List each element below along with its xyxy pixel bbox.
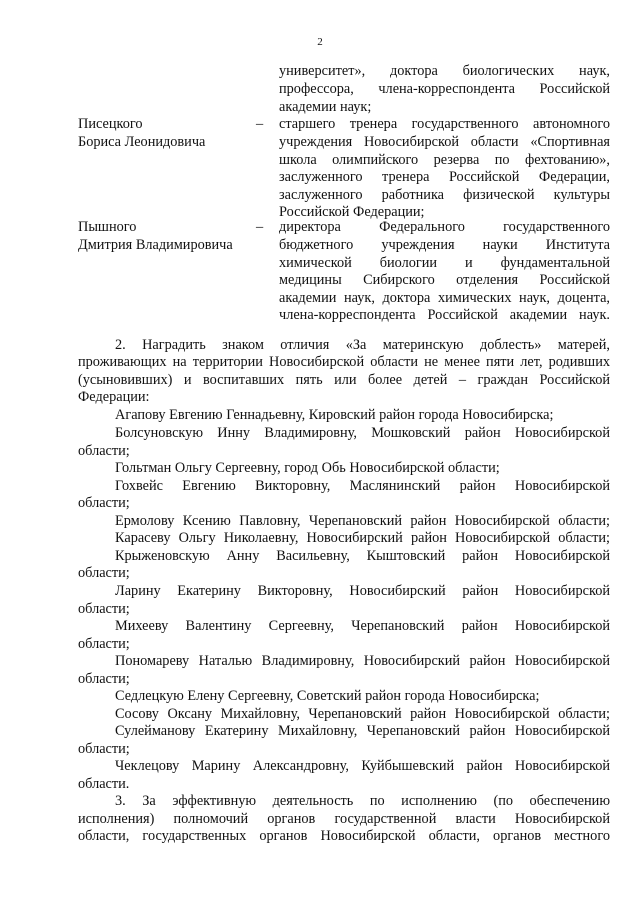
person-desc-line: школа олимпийского резерва по фехтованию», xyxy=(279,152,610,168)
person-desc-line: члена-корреспондента Российской академии наук. xyxy=(279,307,610,323)
person-desc-line: Российской Федерации; xyxy=(279,204,425,220)
awardee-line: области. xyxy=(78,776,130,792)
section2-line: (усыновивших) и воспитавших пять или более детей – граждан Российской xyxy=(78,372,610,388)
person-desc-line: медицины Сибирского отделения Российской xyxy=(279,272,610,288)
section3-line: области, государственных органов Новосибирской области, органов местного xyxy=(78,828,610,844)
awardee-line: области; xyxy=(78,495,130,511)
person-desc-line: академии наук, доктора химических наук, доцента, xyxy=(279,290,610,306)
awardee-line: области; xyxy=(78,671,130,687)
intro-tail-line: академии наук; xyxy=(279,99,372,115)
section3-line: 3. За эффективную деятельность по исполнению (по обеспечению xyxy=(115,793,610,809)
intro-tail-line: университет», доктора биологических наук, xyxy=(279,63,610,79)
person-desc-line: заслуженного тренера Российской Федерации, xyxy=(279,169,610,185)
awardee-line: Сосову Оксану Михайловну, Черепановский район Новосибирской области; xyxy=(115,706,610,722)
person-name: Бориса Леонидовича xyxy=(78,134,206,150)
awardee-line: Михееву Валентину Сергеевну, Черепановский район Новосибирской xyxy=(115,618,610,634)
awardee-line: области; xyxy=(78,443,130,459)
awardee-line: Крыженовскую Анну Васильевну, Кыштовский район Новосибирской xyxy=(115,548,610,564)
awardee-line: области; xyxy=(78,741,130,757)
awardee-line: области; xyxy=(78,565,130,581)
awardee-line: Пономареву Наталью Владимировну, Новосибирский район Новосибирской xyxy=(115,653,610,669)
awardee-line: Болсуновскую Инну Владимировну, Мошковский район Новосибирской xyxy=(115,425,610,441)
person-name: Писецкого xyxy=(78,116,143,132)
person-desc-line: директора Федерального государственного xyxy=(279,219,610,235)
section3-line: исполнения) полномочий органов государственной власти Новосибирской xyxy=(78,811,610,827)
page-number: 2 xyxy=(317,36,323,48)
awardee-line: области; xyxy=(78,636,130,652)
awardee-line: Агапову Евгению Геннадьевну, Кировский район города Новосибирска; xyxy=(115,407,554,423)
intro-tail-line: профессора, члена-корреспондента Российской xyxy=(279,81,610,97)
person-name: Дмитрия Владимировича xyxy=(78,237,233,253)
dash: – xyxy=(256,219,264,235)
person-desc-line: старшего тренера государственного автономного xyxy=(279,116,610,132)
person-desc-line: бюджетного учреждения науки Института xyxy=(279,237,610,253)
awardee-line: Чеклецову Марину Александровну, Куйбышевский район Новосибирской xyxy=(115,758,610,774)
person-name: Пышного xyxy=(78,219,137,235)
dash: – xyxy=(256,116,264,132)
person-desc-line: учреждения Новосибирской области «Спортивная xyxy=(279,134,610,150)
awardee-line: Карасеву Ольгу Николаевну, Новосибирский район Новосибирской области; xyxy=(115,530,610,546)
person-desc-line: заслуженного работника физической культуры xyxy=(279,187,610,203)
awardee-line: Ларину Екатерину Викторовну, Новосибирский район Новосибирской xyxy=(115,583,610,599)
section2-line: Федерации: xyxy=(78,389,150,405)
awardee-line: Седлецкую Елену Сергеевну, Советский район города Новосибирска; xyxy=(115,688,540,704)
awardee-line: области; xyxy=(78,601,130,617)
section2-line: 2. Наградить знаком отличия «За материнскую доблесть» матерей, xyxy=(115,337,610,353)
awardee-line: Сулейманову Екатерину Михайловну, Черепановский район Новосибирской xyxy=(115,723,610,739)
person-desc-line: химической биологии и фундаментальной xyxy=(279,255,610,271)
awardee-line: Гохвейс Евгению Викторовну, Маслянинский район Новосибирской xyxy=(115,478,610,494)
section2-line: проживающих на территории Новосибирской области не менее пяти лет, родивших xyxy=(78,354,610,370)
awardee-line: Ермолову Ксению Павловну, Черепановский район Новосибирской области; xyxy=(115,513,610,529)
awardee-line: Гольтман Ольгу Сергеевну, город Обь Новосибирской области; xyxy=(115,460,500,476)
